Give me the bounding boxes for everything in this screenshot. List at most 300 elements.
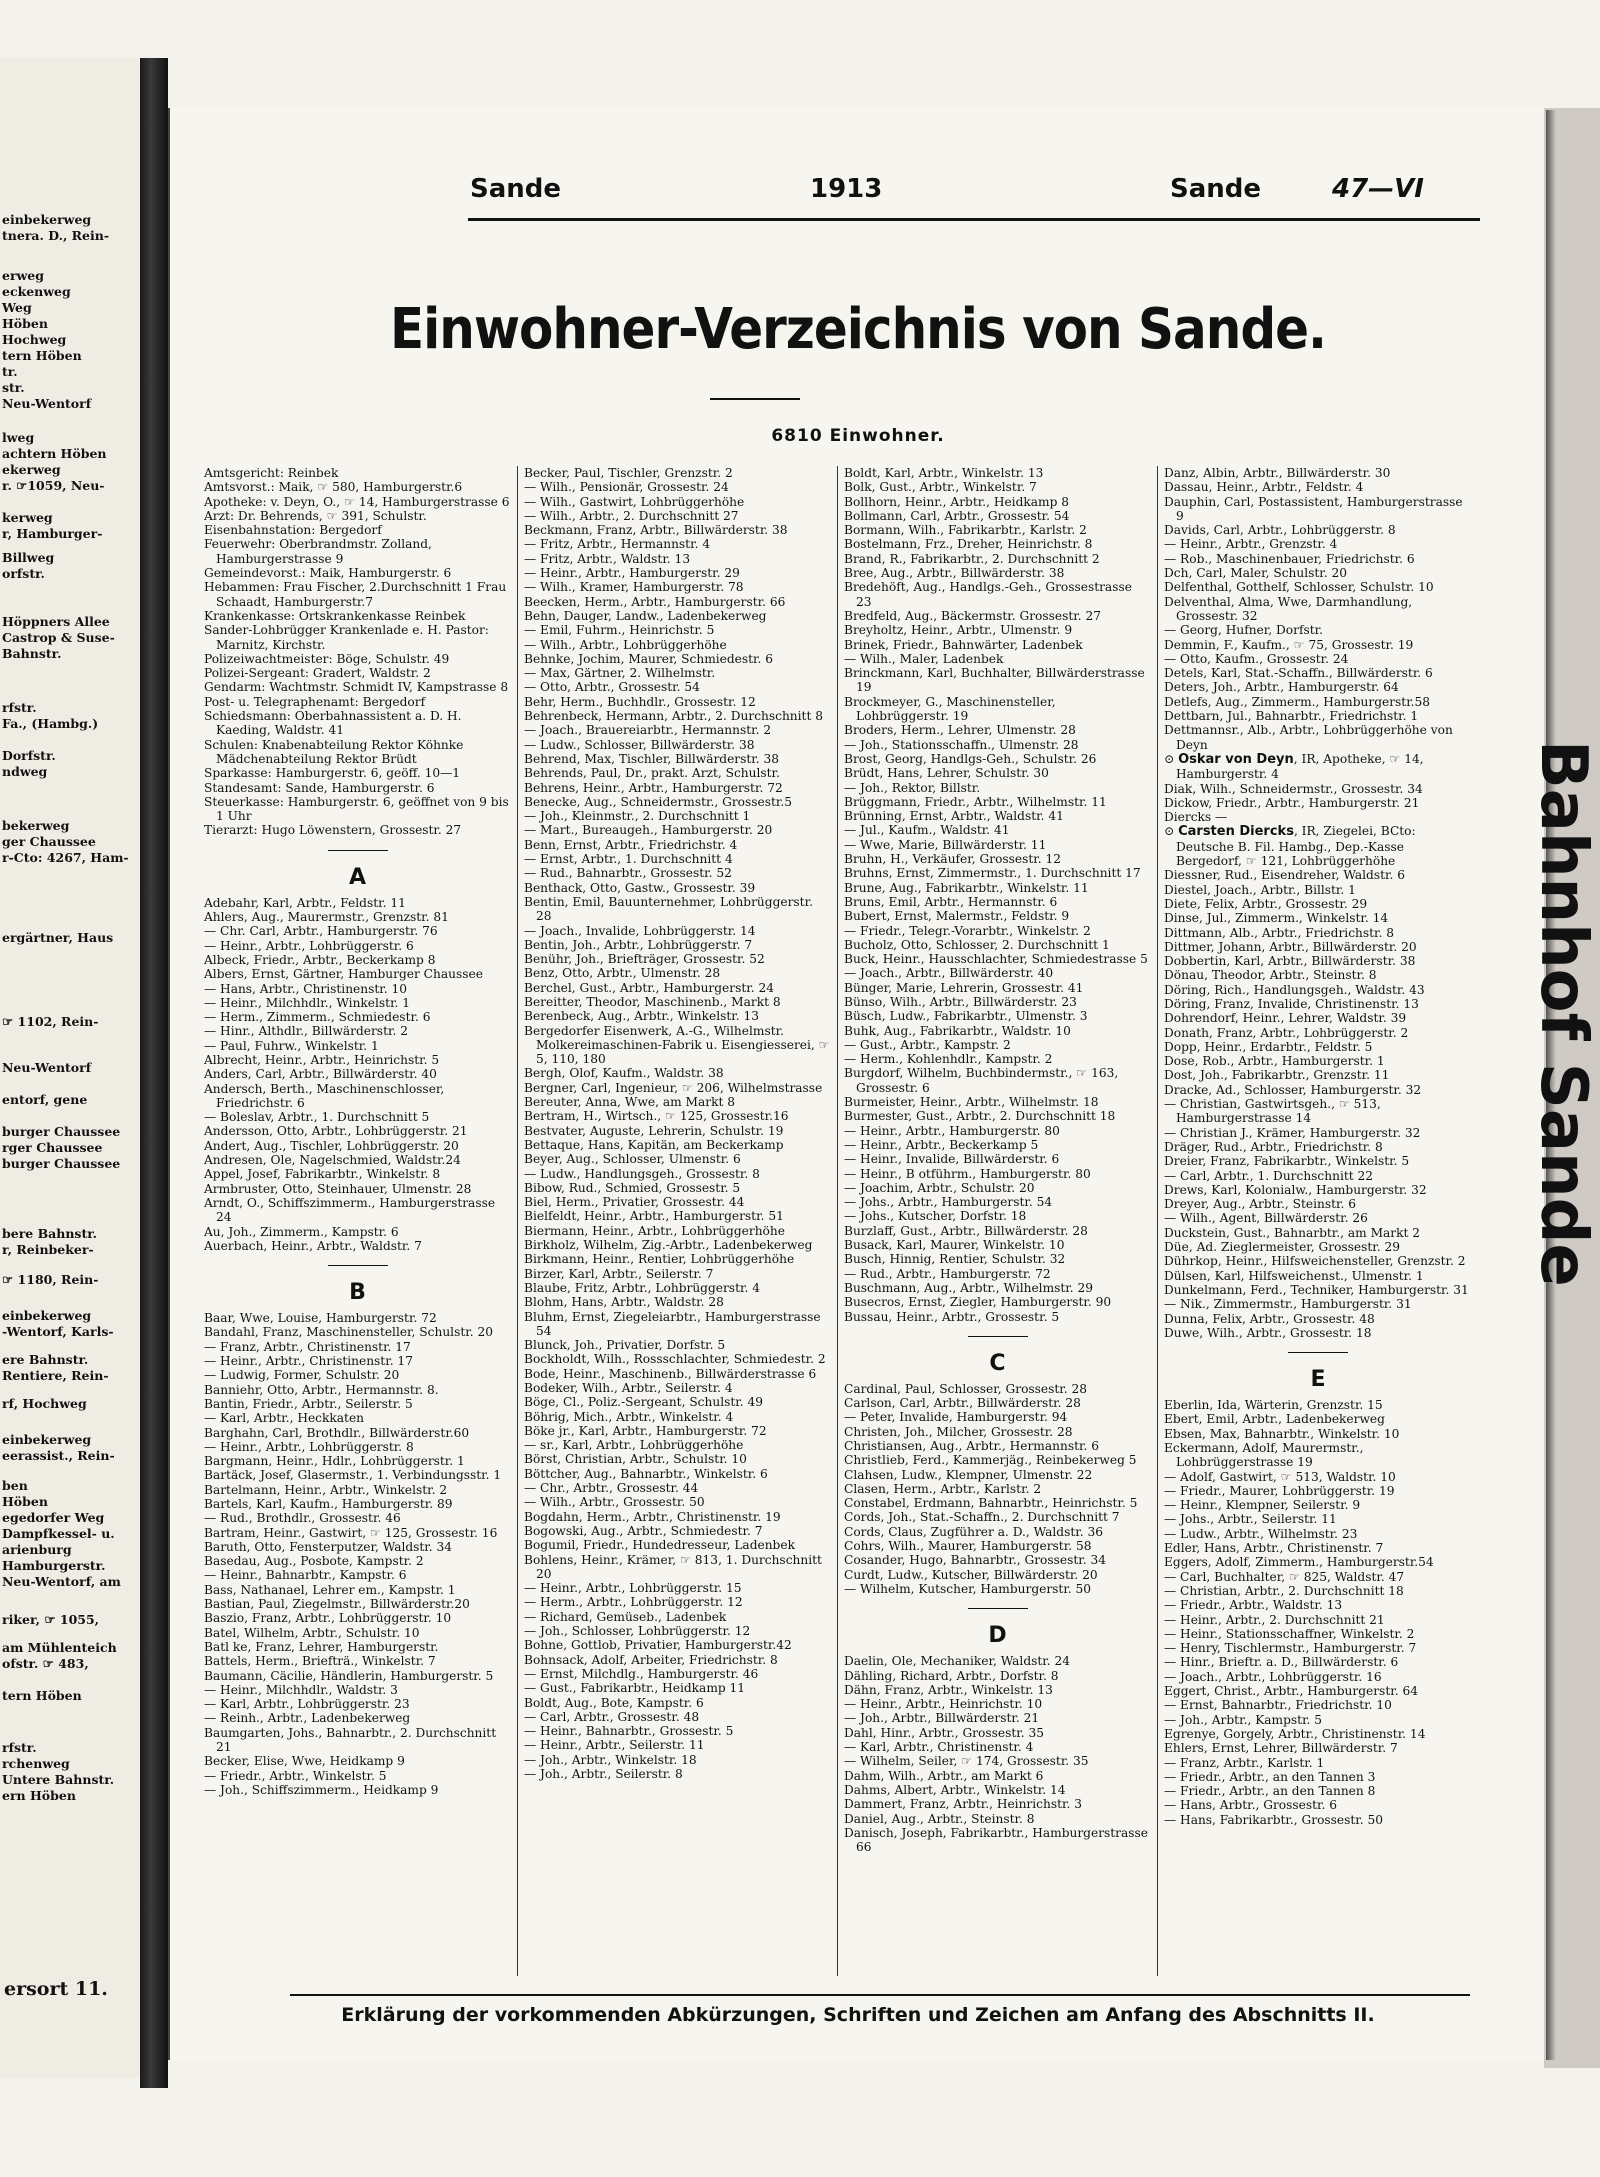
directory-entry: — Carl, Buchhalter, ☞ 825, Waldstr. 47 xyxy=(1164,1569,1405,1584)
left-fragment-line: tnera. D., Rein- xyxy=(2,228,110,243)
directory-entry: — Heinr., Arbtr., Hamburgerstr. 80 xyxy=(844,1123,1060,1138)
population-count: 6810 Einwohner. xyxy=(771,426,945,446)
directory-entry: — Ernst, Arbtr., 1. Durchschnitt 4 xyxy=(524,852,733,867)
left-fragment-line: rfstr. xyxy=(2,1740,37,1755)
directory-entry: — Joh., Arbtr., Winkelstr. 18 xyxy=(524,1752,697,1767)
directory-entry: — Hinr., Brieftr. a. D., Billwärderstr. 6 xyxy=(1164,1655,1399,1670)
directory-entry: — Ludw., Schlosser, Billwärderstr. 38 xyxy=(524,737,755,752)
directory-entry: — Ernst, Milchdlg., Hamburgerstr. 46 xyxy=(524,1666,759,1681)
left-fragment-line: eerassist., Rein- xyxy=(2,1448,115,1463)
directory-entry: — Heinr., Arbtr., Christinenstr. 17 xyxy=(204,1354,413,1369)
directory-entry: — Gust., Fabrikarbtr., Heidkamp 11 xyxy=(524,1681,746,1696)
directory-entry: Dettbarn, Jul., Bahnarbtr., Friedrichstr. 1 xyxy=(1164,709,1419,724)
directory-entry: Dähn, Franz, Arbtr., Winkelstr. 13 xyxy=(844,1682,1053,1697)
directory-entry: Börst, Christian, Arbtr., Schulstr. 10 xyxy=(524,1452,747,1467)
directory-entry: Post- u. Telegraphenamt: Bergedorf xyxy=(204,694,426,709)
highlighted-name: Oskar von Deyn xyxy=(1178,751,1294,767)
directory-entry: Benz, Otto, Arbtr., Ulmenstr. 28 xyxy=(524,966,721,981)
main-page xyxy=(168,108,1546,2060)
directory-entry: Burmeister, Heinr., Arbtr., Wilhelmstr. 18 xyxy=(844,1095,1099,1110)
left-fragment-line: Hamburgerstr. xyxy=(2,1558,106,1573)
directory-entry: — Wilh., Gastwirt, Lohbrüggerhöhe xyxy=(524,494,745,509)
directory-entry: — Heinr., Arbtr., Lohbrüggerstr. 8 xyxy=(204,1439,414,1454)
directory-entry: Bogumil, Friedr., Hundedresseur, Ladenbek xyxy=(524,1538,795,1553)
directory-entry: — Karl, Arbtr., Lohbrüggerstr. 23 xyxy=(204,1697,410,1712)
directory-entry: Brüggmann, Friedr., Arbtr., Wilhelmstr. 11 xyxy=(844,794,1107,809)
directory-entry: Ehlers, Ernst, Lehrer, Billwärderstr. 7 xyxy=(1164,1741,1398,1756)
directory-entry: — Joachim, Arbtr., Schulstr. 20 xyxy=(844,1180,1035,1195)
directory-entry: Eisenbahnstation: Bergedorf xyxy=(204,523,382,538)
directory-entry: Dahm, Wilh., Arbtr., am Markt 6 xyxy=(844,1768,1044,1783)
directory-entry: Broders, Herm., Lehrer, Ulmenstr. 28 xyxy=(844,723,1076,738)
directory-entry: Bree, Aug., Arbtr., Billwärderstr. 38 xyxy=(844,566,1065,581)
directory-entry: — Heinr., Bahnarbtr., Kampstr. 6 xyxy=(204,1568,407,1583)
directory-entry: Bormann, Wilh., Fabrikarbtr., Karlstr. 2 xyxy=(844,523,1087,538)
left-fragment-line: rf, Hochweg xyxy=(2,1396,87,1411)
directory-entry: Arzt: Dr. Behrends, ☞ 391, Schulstr. xyxy=(204,508,427,523)
highlighted-details: , IR, Apotheke, ☞ 14, Hamburgerstr. 4 xyxy=(1176,751,1424,782)
directory-entry: Becker, Paul, Tischler, Grenzstr. 2 xyxy=(524,466,733,480)
directory-entry: — Wwe, Marie, Billwärderstr. 11 xyxy=(844,837,1047,852)
directory-entry: Cosander, Hugo, Bahnarbtr., Grossestr. 34 xyxy=(844,1553,1106,1568)
directory-entry: — Heinr., Arbtr., Grenzstr. 4 xyxy=(1164,537,1338,552)
directory-entry: Bergedorfer Eisenwerk, A.-G., Wilhelmstr. Molkereimaschinen-Fabrik u. Eisengiesserei, ☞ 5, 110, 180 xyxy=(524,1023,830,1067)
left-fragment-line: str. xyxy=(2,380,25,395)
directory-entry: Becker, Elise, Wwe, Heidkamp 9 xyxy=(204,1754,405,1769)
directory-entry: Benthack, Otto, Gastw., Grossestr. 39 xyxy=(524,880,756,895)
directory-entry: — Herm., Zimmerm., Schmiedestr. 6 xyxy=(204,1010,431,1025)
directory-entry: Delventhal, Alma, Wwe, Darmhandlung, Grossestr. 32 xyxy=(1164,594,1413,623)
section-rule xyxy=(328,850,388,851)
directory-entry: Batl ke, Franz, Lehrer, Hamburgerstr. xyxy=(204,1639,439,1654)
directory-entry: Berenbeck, Aug., Arbtr., Winkelstr. 13 xyxy=(524,1009,759,1024)
directory-entry: — Friedr., Telegr.-Vorarbtr., Winkelstr. 2 xyxy=(844,923,1091,938)
directory-entry: Bubert, Ernst, Malermstr., Feldstr. 9 xyxy=(844,909,1070,924)
left-fragment-line: kerweg xyxy=(2,510,53,525)
left-fragment-line: Untere Bahnstr. xyxy=(2,1772,115,1787)
directory-entry: Bentin, Joh., Arbtr., Lohbrüggerstr. 7 xyxy=(524,937,753,952)
directory-entry: Buck, Heinr., Hausschlachter, Schmiedestrasse 5 xyxy=(844,952,1148,967)
directory-entry: Dch, Carl, Maler, Schulstr. 20 xyxy=(1164,566,1348,581)
directory-entry: Benühr, Joh., Briefträger, Grossestr. 52 xyxy=(524,952,765,967)
directory-entry: Appel, Josef, Fabrikarbtr., Winkelstr. 8 xyxy=(204,1167,441,1182)
left-fragment-line: Dampfkessel- u. xyxy=(2,1526,115,1541)
directory-entry: Birzer, Karl, Arbtr., Seilerstr. 7 xyxy=(524,1266,714,1281)
directory-entry: — Heinr., Arbtr., 2. Durchschnitt 21 xyxy=(1164,1612,1385,1627)
directory-entry: — Joh., Stationsschaffn., Ulmenstr. 28 xyxy=(844,737,1079,752)
left-fragment-line: riker, ☞ 1055, xyxy=(2,1612,100,1627)
directory-entry: Bergh, Olof, Kaufm., Waldstr. 38 xyxy=(524,1066,724,1081)
left-fragment-line: entorf, gene xyxy=(2,1092,88,1107)
directory-entry: Donath, Franz, Arbtr., Lohbrüggerstr. 2 xyxy=(1164,1025,1409,1040)
directory-entry: Buhk, Aug., Fabrikarbtr., Waldstr. 10 xyxy=(844,1023,1071,1038)
directory-entry: Behnke, Jochim, Maurer, Schmiedestr. 6 xyxy=(524,651,774,666)
directory-entry: Au, Joh., Zimmerm., Kampstr. 6 xyxy=(204,1224,399,1239)
directory-entry: Baumann, Cäcilie, Händlerin, Hamburgerstr. 5 xyxy=(204,1668,494,1683)
section-letter: B xyxy=(349,1280,366,1306)
directory-entry: Arndt, O., Schiffszimmerm., Hamburgerstrasse 24 xyxy=(204,1195,496,1225)
directory-entry: Gemeindevorst.: Maik, Hamburgerstr. 6 xyxy=(204,566,452,581)
left-fragment-line: rchenweg xyxy=(2,1756,70,1771)
directory-entry: Albers, Ernst, Gärtner, Hamburger Chaussee xyxy=(204,967,483,982)
directory-entry: — Herm., Arbtr., Lohbrüggerstr. 12 xyxy=(524,1595,743,1610)
left-fragment-line: Höben xyxy=(2,1494,48,1509)
directory-entry: Brockmeyer, G., Maschinensteller, Lohbrüggerstr. 19 xyxy=(844,694,1056,724)
directory-entry: Edler, Hans, Arbtr., Christinenstr. 7 xyxy=(1164,1541,1384,1556)
footer-rule xyxy=(290,1994,1470,1996)
directory-entry: Dauphin, Carl, Postassistent, Hamburgerstrasse 9 xyxy=(1164,494,1463,523)
directory-entry: — Gust., Arbtr., Kampstr. 2 xyxy=(844,1037,1011,1052)
directory-entry: Birkmann, Heinr., Rentier, Lohbrüggerhöhe xyxy=(524,1252,795,1267)
directory-entry: Sparkasse: Hamburgerstr. 6, geöff. 10—1 xyxy=(204,766,461,781)
directory-entry: — Heinr., Milchhdlr., Winkelstr. 1 xyxy=(204,995,411,1010)
highlighted-details: , IR, Ziegelei, BCto: Deutsche B. Fil. Hambg., Dep.-Kasse Bergedorf, ☞ 121, Lohbrüggerhöhe xyxy=(1176,824,1416,869)
directory-entry: Diak, Wilh., Schneidermstr., Grossestr. 34 xyxy=(1164,781,1423,796)
directory-entry: — Friedr., Arbtr., an den Tannen 3 xyxy=(1164,1769,1376,1784)
directory-entry: Andresen, Ole, Nagelschmied, Waldstr.24 xyxy=(204,1153,461,1168)
directory-entry: Döring, Rich., Handlungsgeh., Waldstr. 43 xyxy=(1164,982,1425,997)
directory-entry: — Joach., Arbtr., Lohbrüggerstr. 16 xyxy=(1164,1669,1382,1684)
left-page-fragment xyxy=(0,58,141,2078)
directory-entry: Dettmannsr., Alb., Arbtr., Lohbrüggerhöhe von Deyn xyxy=(1164,723,1453,752)
directory-entry: Bartels, Karl, Kaufm., Hamburgerstr. 89 xyxy=(204,1497,453,1511)
directory-entry: Beecken, Herm., Arbtr., Hamburgerstr. 66 xyxy=(524,594,786,609)
left-fragment-line: burger Chaussee xyxy=(2,1124,121,1139)
directory-entry: Hebammen: Frau Fischer, 2.Durchschnitt 1 Frau Schaadt, Hamburgerstr.7 xyxy=(204,580,507,609)
left-fragment-line: bere Bahnstr. xyxy=(2,1226,98,1241)
directory-entry: — Wilh., Maler, Ladenbek xyxy=(844,651,1004,666)
directory-entry: — Christian J., Krämer, Hamburgerstr. 32 xyxy=(1164,1125,1421,1140)
directory-entry: Schulen: Knabenabteilung Rektor Köhnke Mädchenabteilung Rektor Brüdt xyxy=(204,737,464,766)
directory-entry: Burzlaff, Gust., Arbtr., Billwärderstr. 28 xyxy=(844,1223,1088,1238)
directory-entry: Düe, Ad. Zieglermeister, Grossestr. 29 xyxy=(1164,1240,1401,1255)
directory-entry: Dreier, Franz, Fabrikarbtr., Winkelstr. 5 xyxy=(1164,1154,1410,1169)
directory-entry: Busch, Hinnig, Rentier, Schulstr. 32 xyxy=(844,1252,1066,1267)
directory-entry: Böhrig, Mich., Arbtr., Winkelstr. 4 xyxy=(524,1409,734,1424)
directory-entry: Armbruster, Otto, Steinhauer, Ulmenstr. 28 xyxy=(204,1181,472,1196)
directory-entry: Eberlin, Ida, Wärterin, Grenzstr. 15 xyxy=(1164,1398,1383,1413)
directory-entry: — Wilh., Arbtr., Grossestr. 50 xyxy=(524,1495,705,1510)
directory-entry: Bredfeld, Aug., Bäckermstr. Grossestr. 27 xyxy=(844,608,1101,623)
directory-entry: Burmester, Gust., Arbtr., 2. Durchschnitt 18 xyxy=(844,1109,1116,1124)
directory-entry: Bartäck, Josef, Glasermstr., 1. Verbindungsstr. 1 xyxy=(204,1468,502,1483)
directory-entry: Buschmann, Aug., Arbtr., Wilhelmstr. 29 xyxy=(844,1280,1094,1295)
directory-entry: Bollmann, Carl, Arbtr., Grossestr. 54 xyxy=(844,508,1070,523)
directory-entry: Bartelmann, Heinr., Arbtr., Winkelstr. 2 xyxy=(204,1482,448,1497)
directory-entry: Anders, Carl, Arbtr., Billwärderstr. 40 xyxy=(204,1067,437,1082)
left-fragment-line: tern Höben xyxy=(2,348,82,363)
directory-entry: — Joh., Schiffszimmerm., Heidkamp 9 xyxy=(204,1782,439,1797)
directory-entry: Dickow, Friedr., Arbtr., Hamburgerstr. 21 xyxy=(1164,795,1420,810)
directory-entry: Boldt, Aug., Bote, Kampstr. 6 xyxy=(524,1695,704,1710)
directory-entry: — Peter, Invalide, Hamburgerstr. 94 xyxy=(844,1410,1068,1425)
left-fragment-line: Bahnstr. xyxy=(2,646,62,661)
left-fragment-line: ern Höben xyxy=(2,1788,76,1803)
directory-entry: Sander-Lohbrügger Krankenlade e. H. Pastor: Marnitz, Kirchstr. xyxy=(204,623,489,652)
highlighted-name: Carsten Diercks xyxy=(1178,824,1294,840)
directory-entry: — Rud., Brothdlr., Grossestr. 46 xyxy=(204,1511,401,1526)
directory-entry: — Ludwig, Former, Schulstr. 20 xyxy=(204,1368,400,1383)
left-fragment-line: bekerweg xyxy=(2,818,70,833)
directory-entry: Dittmer, Johann, Arbtr., Billwärderstr. 20 xyxy=(1164,939,1417,954)
directory-entry: Battels, Herm., Briefträ., Winkelstr. 7 xyxy=(204,1654,436,1669)
directory-entry: Diete, Felix, Arbtr., Grossestr. 29 xyxy=(1164,896,1368,911)
running-head xyxy=(470,174,1526,214)
directory-entry: Delfenthal, Gotthelf, Schlosser, Schulstr. 10 xyxy=(1164,580,1434,595)
directory-entry: Deters, Joh., Arbtr., Hamburgerstr. 64 xyxy=(1164,680,1399,695)
directory-entry: Baumgarten, Johs., Bahnarbtr., 2. Durchschnitt 21 xyxy=(204,1725,497,1755)
left-fragment-line: ☞ 1102, Rein- xyxy=(2,1014,99,1029)
directory-entry: — Heinr., Arbtr., Beckerkamp 5 xyxy=(844,1137,1039,1152)
directory-entry: Auerbach, Heinr., Arbtr., Waldstr. 7 xyxy=(204,1238,422,1253)
directory-entry: — Christian, Arbtr., 2. Durchschnitt 18 xyxy=(1164,1583,1404,1598)
directory-entry: Bussau, Heinr., Arbtr., Grossestr. 5 xyxy=(844,1309,1060,1324)
directory-entry: — Friedr., Maurer, Lohbrüggerstr. 19 xyxy=(1164,1483,1395,1498)
directory-entry: — Joh., Schlosser, Lohbrüggerstr. 12 xyxy=(524,1624,751,1639)
directory-columns xyxy=(198,466,1478,1976)
directory-entry: Benecke, Aug., Schneidermstr., Grossestr.5 xyxy=(524,794,793,809)
directory-entry: Danisch, Joseph, Fabrikarbtr., Hamburgerstrasse 66 xyxy=(844,1825,1148,1855)
directory-entry: Beyer, Aug., Schlosser, Ulmenstr. 6 xyxy=(524,1152,741,1167)
directory-entry: — Joh., Arbtr., Seilerstr. 8 xyxy=(524,1767,683,1782)
directory-entry: Bode, Heinr., Maschinenb., Billwärderstrasse 6 xyxy=(524,1366,817,1381)
left-fragment-line: Neu-Wentorf xyxy=(2,1060,92,1075)
directory-entry: Clasen, Herm., Arbtr., Karlstr. 2 xyxy=(844,1481,1042,1496)
directory-entry: Schiedsmann: Oberbahnassistent a. D. H. Kaeding, Waldstr. 41 xyxy=(204,709,462,738)
directory-entry: Blunck, Joh., Privatier, Dorfstr. 5 xyxy=(524,1338,726,1353)
section-letter: C xyxy=(989,1350,1006,1376)
directory-entry: — Joach., Brauereiarbtr., Hermannstr. 2 xyxy=(524,723,772,738)
left-fragment-line: Dorfstr. xyxy=(2,748,56,763)
section-rule xyxy=(1288,1352,1348,1353)
directory-entry: Dammert, Franz, Arbtr., Heinrichstr. 3 xyxy=(844,1797,1082,1812)
directory-entry: — Joh., Kleinmstr., 2. Durchschnitt 1 xyxy=(524,809,751,824)
page-title: Einwohner-Verzeichnis von Sande. xyxy=(389,296,1327,362)
directory-entry: Ahlers, Aug., Maurermstr., Grenzstr. 81 xyxy=(204,910,449,925)
directory-entry: Dittmann, Alb., Arbtr., Friedrichstr. 8 xyxy=(1164,925,1395,940)
directory-entry: Dobbertin, Karl, Arbtr., Billwärderstr. 38 xyxy=(1164,954,1416,969)
directory-entry: Banniehr, Otto, Arbtr., Hermannstr. 8. xyxy=(204,1382,439,1397)
left-fragment-line: einbekerweg xyxy=(2,1308,92,1323)
directory-entry: Diercks — xyxy=(1164,810,1228,825)
directory-entry: Böke jr., Karl, Arbtr., Hamburgerstr. 72 xyxy=(524,1423,767,1438)
directory-entry: — Heinr., Klempner, Seilerstr. 9 xyxy=(1164,1498,1361,1513)
left-fragment-line: r. ☞1059, Neu- xyxy=(2,478,105,493)
directory-entry: Polizei-Sergeant: Gradert, Waldstr. 2 xyxy=(204,666,431,681)
directory-entry: Bestvater, Auguste, Lehrerin, Schulstr. 19 xyxy=(524,1123,784,1138)
left-fragment-line: Neu-Wentorf, am xyxy=(2,1574,121,1589)
directory-entry: Brost, Georg, Handlgs-Geh., Schulstr. 26 xyxy=(844,751,1097,766)
directory-entry: — Rud., Arbtr., Hamburgerstr. 72 xyxy=(844,1266,1051,1281)
directory-entry: Dührkop, Heinr., Hilfsweichensteller, Grenzstr. 2 xyxy=(1164,1254,1466,1269)
left-fragment-line: Fa., (Hambg.) xyxy=(2,716,99,731)
directory-entry: — Otto, Arbtr., Grossestr. 54 xyxy=(524,680,700,695)
directory-entry: — Karl, Arbtr., Christinenstr. 4 xyxy=(844,1740,1034,1755)
directory-entry: Amtsgericht: Reinbek xyxy=(204,466,339,480)
directory-entry: — Hans, Fabrikarbtr., Grossestr. 50 xyxy=(1164,1812,1384,1827)
directory-entry: Dreyer, Aug., Arbtr., Steinstr. 6 xyxy=(1164,1197,1356,1212)
directory-entry: Bertram, H., Wirtsch., ☞ 125, Grossestr.16 xyxy=(524,1109,789,1124)
left-fragment-line: Weg xyxy=(2,300,32,315)
directory-entry: Breyholtz, Heinr., Arbtr., Ulmenstr. 9 xyxy=(844,623,1073,638)
directory-entry: Christlieb, Ferd., Kammerjäg., Reinbekerweg 5 xyxy=(844,1453,1137,1468)
directory-entry: — Heinr., B otführm., Hamburgerstr. 80 xyxy=(844,1166,1091,1181)
directory-entry: — Hans, Arbtr., Christinenstr. 10 xyxy=(204,981,407,996)
directory-entry: Dahms, Albert, Arbtr., Winkelstr. 14 xyxy=(844,1782,1066,1797)
directory-entry: Dönau, Theodor, Arbtr., Steinstr. 8 xyxy=(1164,968,1377,983)
directory-entry: — Johs., Kutscher, Dorfstr. 18 xyxy=(844,1209,1027,1224)
directory-entry: Beckmann, Franz, Arbtr., Billwärderstr. 38 xyxy=(524,523,788,538)
left-fragment-line: am Mühlenteich xyxy=(2,1640,117,1655)
directory-entry: Biermann, Heinr., Arbtr., Lohbrüggerhöhe xyxy=(524,1223,785,1238)
directory-entry: Büsch, Ludw., Fabrikarbtr., Ulmenstr. 3 xyxy=(844,1009,1088,1024)
left-fragment-line: achtern Höben xyxy=(2,446,107,461)
directory-entry: Bollhorn, Heinr., Arbtr., Heidkamp 8 xyxy=(844,494,1070,509)
directory-entry: — Joh., Arbtr., Billwärderstr. 21 xyxy=(844,1711,1040,1726)
directory-entry: Bogdahn, Herm., Arbtr., Christinenstr. 19 xyxy=(524,1509,781,1524)
directory-entry: — Otto, Kaufm., Grossestr. 24 xyxy=(1164,651,1349,666)
left-fragment-line: r, Hamburger- xyxy=(2,526,103,541)
left-fragment-line: r-Cto: 4267, Ham- xyxy=(2,850,129,865)
directory-entry: — Paul, Fuhrw., Winkelstr. 1 xyxy=(204,1038,379,1053)
directory-entry: — Boleslav, Arbtr., 1. Durchschnitt 5 xyxy=(204,1110,430,1125)
directory-entry: Bielfeldt, Heinr., Arbtr., Hamburgerstr. 51 xyxy=(524,1209,784,1224)
directory-entry: — Friedr., Arbtr., an den Tannen 8 xyxy=(1164,1784,1376,1799)
directory-entry: — Wilhelm, Kutscher, Hamburgerstr. 50 xyxy=(844,1581,1092,1596)
directory-entry: Brune, Aug., Fabrikarbtr., Winkelstr. 11 xyxy=(844,880,1089,895)
directory-entry: — Johs., Arbtr., Seilerstr. 11 xyxy=(1164,1512,1337,1527)
directory-entry: — Joach., Arbtr., Billwärderstr. 40 xyxy=(844,966,1054,981)
directory-entry: Bass, Nathanael, Lehrer em., Kampstr. 1 xyxy=(204,1582,456,1597)
directory-entry: — Carl, Arbtr., Grossestr. 48 xyxy=(524,1709,700,1724)
left-fragment-line: ☞ 1180, Rein- xyxy=(2,1272,99,1287)
directory-entry: — Joach., Invalide, Lohbrüggerstr. 14 xyxy=(524,923,756,938)
left-fragment-line: Höben xyxy=(2,316,48,331)
section-letter: E xyxy=(1310,1367,1326,1393)
directory-entry: — Heinr., Bahnarbtr., Grossestr. 5 xyxy=(524,1724,734,1739)
directory-entry: Bolk, Gust., Arbtr., Winkelstr. 7 xyxy=(844,480,1037,495)
directory-entry: Bohlens, Heinr., Krämer, ☞ 813, 1. Durchschnitt 20 xyxy=(524,1552,822,1581)
directory-entry: Dinse, Jul., Zimmerm., Winkelstr. 14 xyxy=(1164,911,1389,926)
directory-entry: Brinek, Friedr., Bahnwärter, Ladenbek xyxy=(844,637,1083,652)
directory-entry: Eggers, Adolf, Zimmerm., Hamburgerstr.54 xyxy=(1164,1555,1434,1570)
directory-entry: Duckstein, Gust., Bahnarbtr., am Markt 2 xyxy=(1164,1225,1421,1240)
directory-entry: — Karl, Arbtr., Heckkaten xyxy=(204,1411,365,1426)
directory-entry: — Friedr., Arbtr., Waldstr. 13 xyxy=(1164,1598,1343,1613)
directory-entry: — Georg, Hufner, Dorfstr. xyxy=(1164,623,1323,638)
left-fragment-line: rger Chaussee xyxy=(2,1140,103,1155)
left-fragment-line: arienburg xyxy=(2,1542,72,1557)
directory-entry: Behrends, Paul, Dr., prakt. Arzt, Schulstr. xyxy=(524,766,780,781)
directory-entry: Bandahl, Franz, Maschinensteller, Schulstr. 20 xyxy=(204,1325,493,1340)
directory-entry: Steuerkasse: Hamburgerstr. 6, geöffnet von 9 bis 1 Uhr xyxy=(204,794,509,824)
directory-entry: — Ludw., Handlungsgeh., Grossestr. 8 xyxy=(524,1166,760,1181)
directory-entry: Carlson, Carl, Arbtr., Billwärderstr. 28 xyxy=(844,1396,1081,1411)
directory-entry: — Hans, Arbtr., Grossestr. 6 xyxy=(1164,1798,1338,1813)
left-fragment-line: rfstr. xyxy=(2,700,37,715)
directory-entry: — Rob., Maschinenbauer, Friedrichstr. 6 xyxy=(1164,551,1415,566)
directory-entry: — Joh., Arbtr., Kampstr. 5 xyxy=(1164,1712,1323,1727)
directory-entry: Amtsvorst.: Maik, ☞ 580, Hamburgerstr.6 xyxy=(204,480,463,495)
directory-entry: — Fritz, Arbtr., Hermannstr. 4 xyxy=(524,537,711,552)
section-letter: A xyxy=(348,864,367,890)
column-4 xyxy=(1158,466,1478,1976)
directory-entry: — Joh., Rektor, Billstr. xyxy=(844,780,981,795)
side-margin-text xyxy=(1526,740,1600,1800)
directory-entry: Behrenbeck, Hermann, Arbtr., 2. Durchschnitt 8 xyxy=(524,709,823,724)
directory-entry: Dohrendorf, Heinr., Lehrer, Waldstr. 39 xyxy=(1164,1011,1407,1026)
directory-entry: Cohrs, Wilh., Maurer, Hamburgerstr. 58 xyxy=(844,1539,1092,1554)
directory-entry: — Herm., Kohlenhdlr., Kampstr. 2 xyxy=(844,1052,1053,1067)
directory-entry: Bereitter, Theodor, Maschinenb., Markt 8 xyxy=(524,994,781,1009)
left-fragment-line: Rentiere, Rein- xyxy=(2,1368,109,1383)
section-rule xyxy=(968,1336,1028,1337)
left-fragment-line: -Wentorf, Karls- xyxy=(2,1324,114,1339)
directory-entry: — Chr. Carl, Arbtr., Hamburgerstr. 76 xyxy=(204,924,438,939)
directory-entry: Boldt, Karl, Arbtr., Winkelstr. 13 xyxy=(844,466,1044,480)
circle-dot-icon: ⊙ xyxy=(1164,751,1179,766)
running-head-year: 1913 xyxy=(810,174,883,204)
directory-entry: — Christian, Gastwirtsgeh., ☞ 513, Hamburgerstrasse 14 xyxy=(1164,1097,1381,1126)
column-2 xyxy=(518,466,838,1976)
directory-entry: Christen, Joh., Milcher, Grossestr. 28 xyxy=(844,1424,1073,1439)
directory-entry: Diestel, Joach., Arbtr., Billstr. 1 xyxy=(1164,882,1356,897)
directory-entry: Bucholz, Otto, Schlosser, 2. Durchschnitt 1 xyxy=(844,937,1110,952)
title-rule xyxy=(710,398,800,400)
directory-entry: Detels, Karl, Stat.-Schaffn., Billwärderstr. 6 xyxy=(1164,666,1433,681)
directory-entry: — Nik., Zimmermstr., Hamburgerstr. 31 xyxy=(1164,1297,1412,1312)
directory-entry: — Wilh., Agent, Billwärderstr. 26 xyxy=(1164,1211,1368,1226)
directory-entry: Dunna, Felix, Arbtr., Grossestr. 48 xyxy=(1164,1311,1375,1326)
directory-entry: — Friedr., Arbtr., Winkelstr. 5 xyxy=(204,1768,387,1783)
directory-entry: Dose, Rob., Arbtr., Hamburgerstr. 1 xyxy=(1164,1054,1385,1069)
directory-entry: — Heinr., Arbtr., Lohbrüggerstr. 15 xyxy=(524,1581,742,1596)
directory-entry-highlighted xyxy=(1164,752,1472,782)
left-fragment-line: tr. xyxy=(2,364,18,379)
left-fragment-line: ergärtner, Haus xyxy=(2,930,114,945)
directory-entry: Bargmann, Heinr., Hdlr., Lohbrüggerstr. 1 xyxy=(204,1454,465,1469)
left-fragment-bottom: ersort 11. xyxy=(4,1978,108,2000)
directory-entry: — Wilhelm, Seiler, ☞ 174, Grossestr. 35 xyxy=(844,1754,1089,1769)
directory-entry: Dassau, Heinr., Arbtr., Feldstr. 4 xyxy=(1164,480,1364,495)
directory-entry: — Johs., Arbtr., Hamburgerstr. 54 xyxy=(844,1195,1053,1210)
directory-entry: — Franz, Arbtr., Christinenstr. 17 xyxy=(204,1339,411,1354)
left-fragment-line: lweg xyxy=(2,430,35,445)
directory-entry: Bergner, Carl, Ingenieur, ☞ 206, Wilhelmstrasse xyxy=(524,1080,823,1095)
directory-entry: Busack, Karl, Maurer, Winkelstr. 10 xyxy=(844,1238,1065,1253)
directory-entry: Duwe, Wilh., Arbtr., Grossestr. 18 xyxy=(1164,1325,1372,1340)
directory-entry: — Wilh., Arbtr., 2. Durchschnitt 27 xyxy=(524,508,739,523)
directory-entry: Biel, Herm., Privatier, Grossestr. 44 xyxy=(524,1195,745,1210)
directory-entry: Albeck, Friedr., Arbtr., Beckerkamp 8 xyxy=(204,952,436,967)
running-head-page-number: 47—VI xyxy=(1332,174,1424,204)
left-fragment-line: Castrop & Suse- xyxy=(2,630,115,645)
header-rule xyxy=(468,218,1480,221)
directory-entry: — Chr., Arbtr., Grossestr. 44 xyxy=(524,1481,699,1496)
directory-entry: Bruhns, Ernst, Zimmermstr., 1. Durchschnitt 17 xyxy=(844,866,1141,881)
left-fragment-line: einbekerweg xyxy=(2,212,92,227)
directory-entry: Davids, Carl, Arbtr., Lohbrüggerstr. 8 xyxy=(1164,523,1396,538)
directory-entry: Bredehöft, Aug., Handlgs.-Geh., Grossestrasse 23 xyxy=(844,580,1132,609)
directory-entry: — Ludw., Arbtr., Wilhelmstr. 23 xyxy=(1164,1526,1358,1541)
left-fragment-line: r, Reinbeker- xyxy=(2,1242,94,1257)
directory-entry: Clahsen, Ludw., Klempner, Ulmenstr. 22 xyxy=(844,1467,1093,1482)
left-fragment-line: Billweg xyxy=(2,550,55,565)
directory-entry: Krankenkasse: Ortskrankenkasse Reinbek xyxy=(204,608,466,623)
directory-entry: — Henry, Tischlermstr., Hamburgerstr. 7 xyxy=(1164,1641,1417,1656)
column-3 xyxy=(838,466,1158,1976)
directory-entry: — Wilh., Kramer, Hamburgerstr. 78 xyxy=(524,580,744,595)
